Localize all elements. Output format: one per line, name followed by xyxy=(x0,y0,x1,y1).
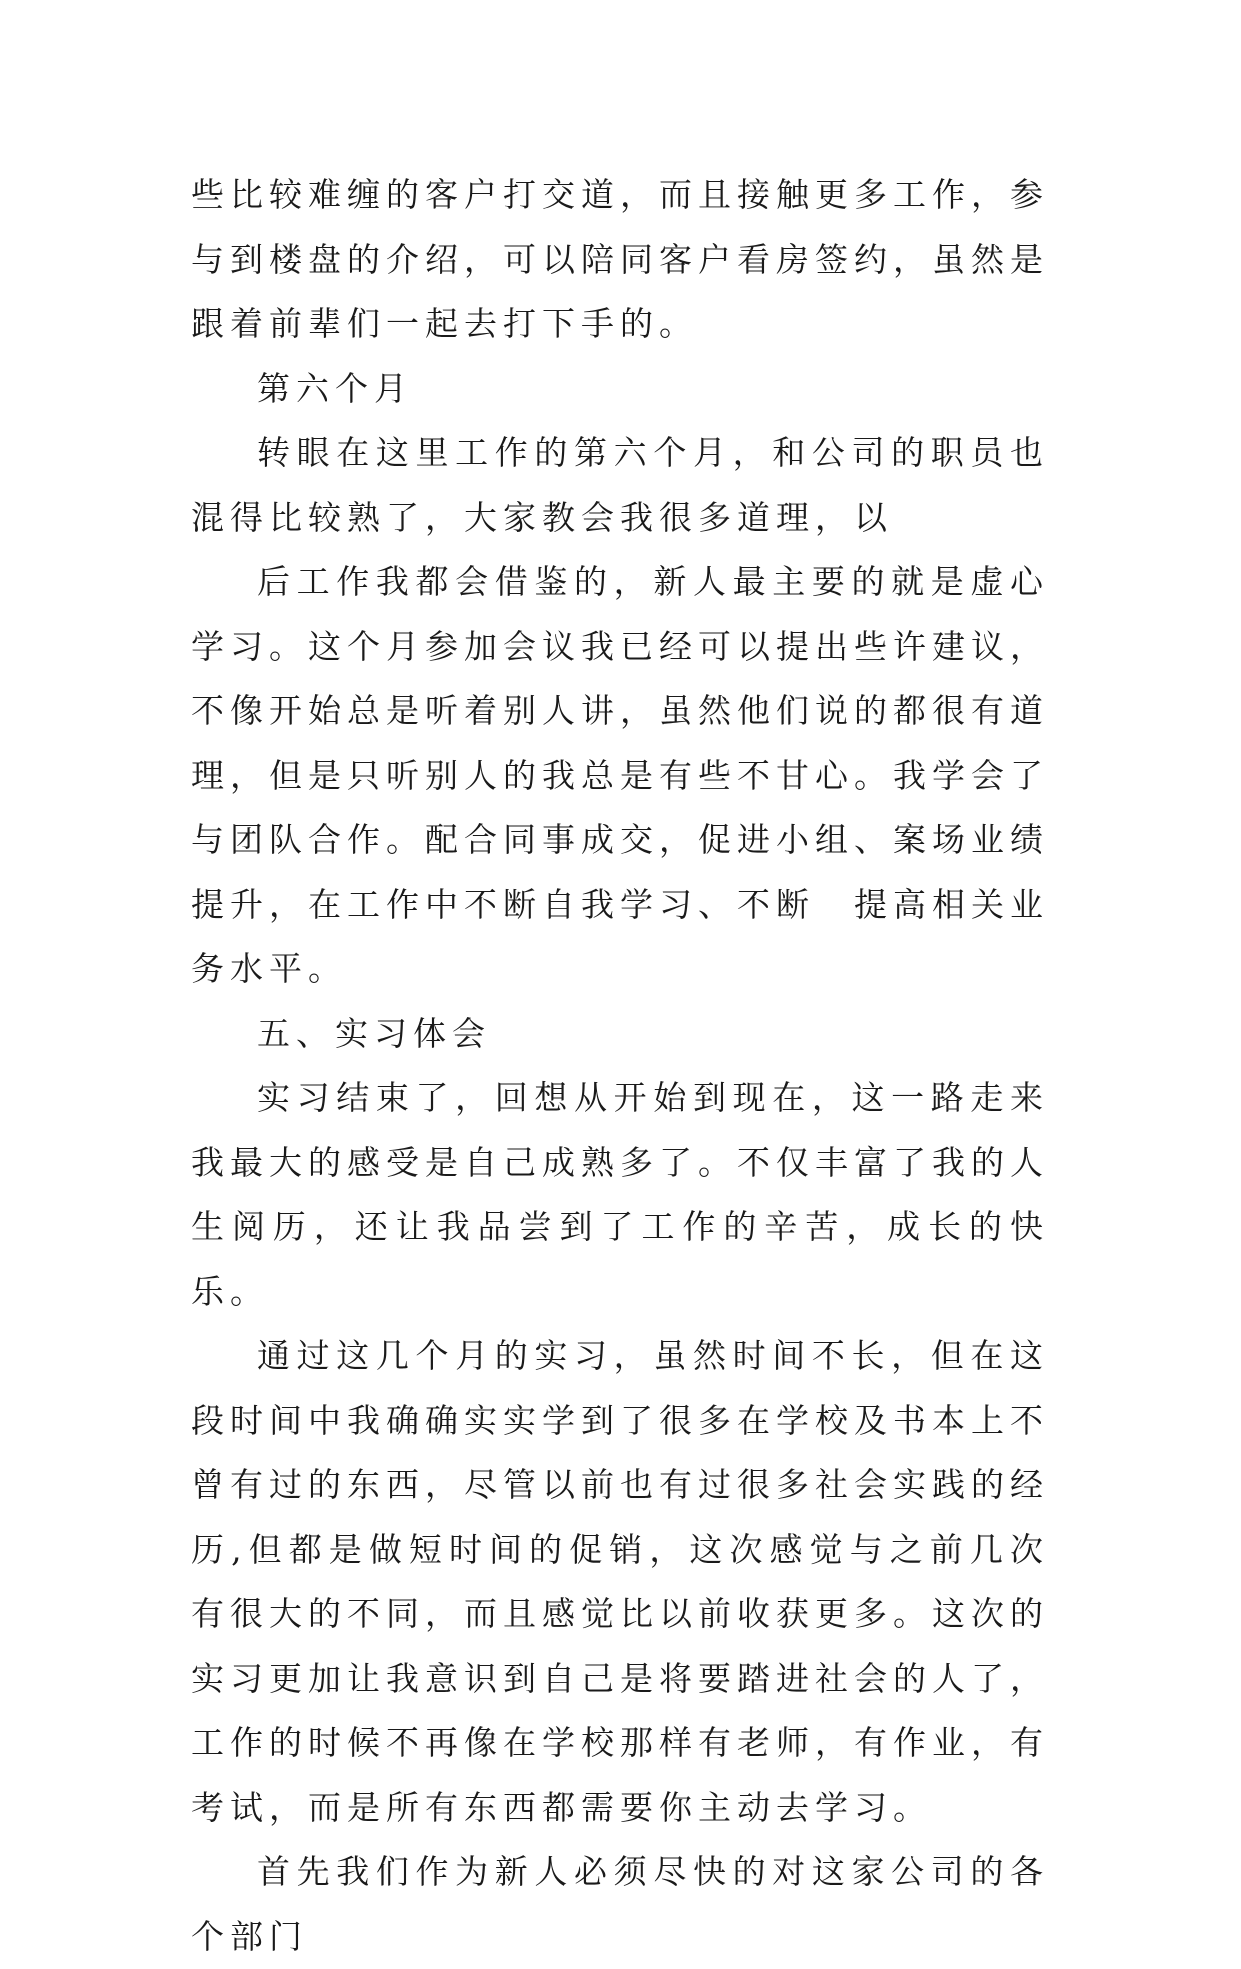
paragraph: 转眼在这里工作的第六个月，和公司的职员也混得比较熟了，大家教会我很多道理，以 xyxy=(191,433,1049,537)
paragraph: 后工作我都会借鉴的，新人最主要的就是虚心学习。这个月参加会议我已经可以提出些许建议，不像开始总是听着别人讲，虽然他们说的都很有道理，但是只听别人的我总是有些不甘心。我学会了与团队合作。配合同事成交，促进小组、案场业绩提升，在工作中不断自我学习、不断 提高相关业务水平。 xyxy=(191,562,1049,988)
section-heading-internship-experience: 五、实习体会 xyxy=(257,1013,491,1053)
section-heading-sixth-month: 第六个月 xyxy=(257,368,413,408)
paragraph-continuation: 些比较难缠的客户打交道，而且接触更多工作，参与到楼盘的介绍，可以陪同客户看房签约，虽然是跟着前辈们一起去打下手的。 xyxy=(191,175,1049,343)
paragraph: 首先我们作为新人必须尽快的对这家公司的各个部门 xyxy=(191,1852,1049,1956)
paragraph: 实习结束了，回想从开始到现在，这一路走来我最大的感受是自己成熟多了。不仅丰富了我的人生阅历，还让我品尝到了工作的辛苦，成长的快乐。 xyxy=(191,1078,1049,1311)
document-body xyxy=(191,163,1049,1969)
paragraph: 通过这几个月的实习，虽然时间不长，但在这段时间中我确确实实学到了很多在学校及书本上不曾有过的东西，尽管以前也有过很多社会实践的经历,但都是做短时间的促销，这次感觉与之前几次有很大的不同，而且感觉比以前收获更多。这次的实习更加让我意识到自己是将要踏进社会的人了，工作的时候不再像在学校那样有老师，有作业，有考试，而是所有东西都需要你主动去学习。 xyxy=(191,1336,1049,1827)
